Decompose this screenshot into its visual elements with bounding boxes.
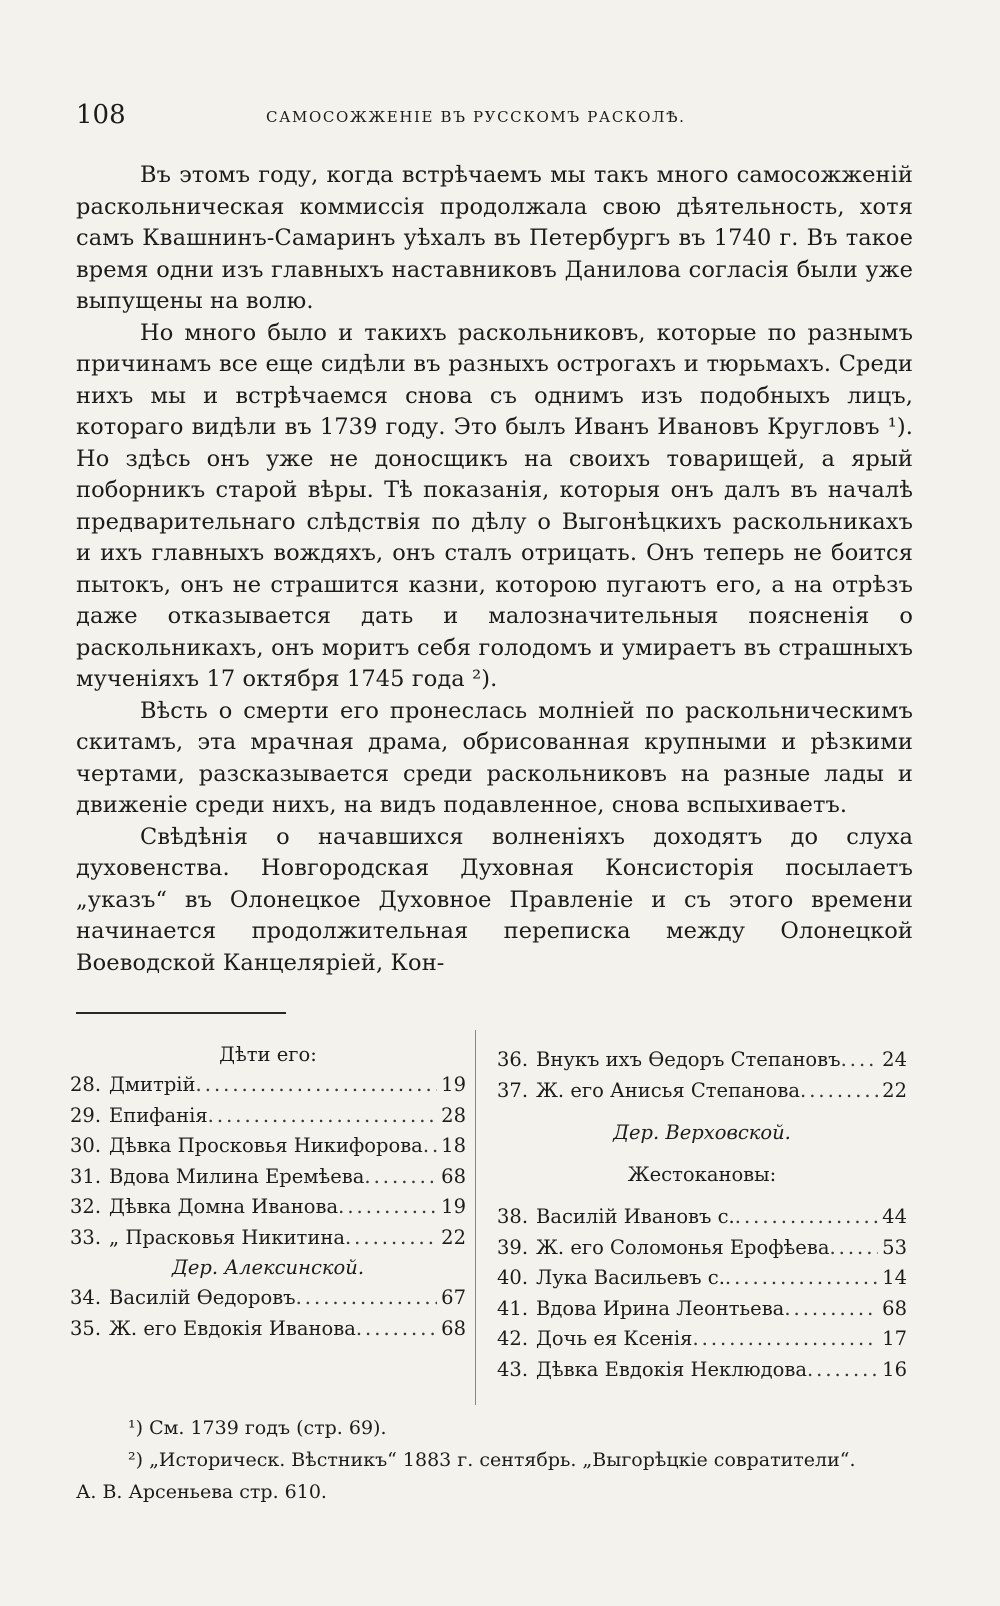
list-entry: 28. Дмитрій ..... 19 bbox=[70, 1070, 466, 1101]
running-title: САМОСОЖЖЕНІЕ ВЪ РУССКОМЪ РАСКОЛѢ. bbox=[266, 108, 686, 126]
list-entry: 42. Дочь ея Ксенія ..... 17 bbox=[497, 1324, 907, 1355]
village-heading: Дер. Алексинской. bbox=[171, 1256, 365, 1279]
page-number: 108 bbox=[76, 100, 126, 130]
footnote: ¹) См. 1739 годъ (стр. 69). bbox=[128, 1417, 387, 1439]
village-heading: Дер. Верховской. bbox=[613, 1121, 791, 1144]
body-text bbox=[76, 160, 913, 979]
footnote: ²) „Историческ. Вѣстникъ“ 1883 г. сентябрь. „Выгорѣцкіе совратители“. bbox=[128, 1449, 856, 1471]
list-entry: 29. Епифанія ..... 28 bbox=[70, 1101, 466, 1132]
list-left-column bbox=[70, 1040, 466, 1344]
paragraph: Въ этомъ году, когда встрѣчаемъ мы такъ много самосожженій раскольническая коммиссія продолжала свою дѣятельность, хотя самъ Квашнинъ-Самаринъ уѣхалъ въ Петербургъ въ 1740 г. Въ такое время одни изъ главныхъ наставниковъ Данилова согласія были уже выпущены на волю. bbox=[76, 162, 913, 314]
list-entry: 34. Василій Ѳедоровъ ..... 67 bbox=[70, 1283, 466, 1314]
page-header bbox=[76, 100, 916, 130]
list-entry: 31. Вдова Милина Еремѣева ..... 68 bbox=[70, 1162, 466, 1193]
list-entry: 30. Дѣвка Просковья Никифорова ..... 18 bbox=[70, 1131, 466, 1162]
list-entry: 40. Лука Васильевъ с. ..... 14 bbox=[497, 1263, 907, 1294]
footnote-continuation: А. В. Арсеньева стр. 610. bbox=[76, 1481, 327, 1503]
column-divider bbox=[475, 1030, 476, 1405]
footnotes bbox=[76, 1412, 916, 1508]
list-entry: 33. „ Прасковья Никитина ..... 22 bbox=[70, 1223, 466, 1254]
list-right-column bbox=[497, 1045, 907, 1385]
list-entry: 35. Ж. его Евдокія Иванова ..... 68 bbox=[70, 1314, 466, 1345]
list-entry: 36. Внукъ ихъ Ѳедоръ Степановъ ..... 24 bbox=[497, 1045, 907, 1076]
list-entry: 41. Вдова Ирина Леонтьева ..... 68 bbox=[497, 1294, 907, 1325]
paragraph: Но много было и такихъ раскольниковъ, которые по разнымъ причинамъ все еще сидѣли въ разныхъ острогахъ и тюрьмахъ. Среди нихъ мы и встрѣчаемся снова съ однимъ изъ подобныхъ лицъ, котораго видѣли въ 1739 году. Это былъ Иванъ Ивановъ Кругловъ ¹). Но здѣсь онъ уже не доносщикъ на своихъ товарищей, а ярый поборникъ старой вѣры. Тѣ показанія, которыя онъ далъ въ началѣ предварительнаго слѣдствія по дѣлу о Выгонѣцкихъ раскольникахъ и ихъ главныхъ вождяхъ, онъ сталъ отрицать. Онъ теперь не боится пытокъ, онъ не страшится казни, которою пугаютъ его, а на отрѣзъ даже отказывается дать и малозначительныя поясненія о раскольникахъ, онъ моритъ себя голодомъ и умираетъ въ страшныхъ мученіяхъ 17 октября 1745 года ²). bbox=[76, 319, 913, 692]
paragraph: Вѣсть о смерти его пронеслась молніей по раскольническимъ скитамъ, эта мрачная драма, обрисованная крупными и рѣзкими чертами, разсказывается среди раскольниковъ на разные лады и движеніе среди нихъ, на видъ подавленное, снова вспыхиваетъ. bbox=[76, 697, 913, 818]
list-heading: Дѣти его: bbox=[219, 1043, 317, 1066]
paragraph: Свѣдѣнія о начавшихся волненіяхъ доходятъ до слуха духовенства. Новгородская Духовная Консисторія посылаетъ „указъ“ въ Олонецкое Духовное Правленіе и съ этого времени начинается продолжительная переписка между Олонецкой Воеводской Канцеляріей, Кон- bbox=[76, 823, 913, 976]
list-entry: 38. Василій Ивановъ с. ..... 44 bbox=[497, 1202, 907, 1233]
family-heading: Жестокановы: bbox=[627, 1163, 777, 1186]
list-entry: 43. Дѣвка Евдокія Неклюдова ..... 16 bbox=[497, 1355, 907, 1386]
list-entry: 32. Дѣвка Домна Иванова ..... 19 bbox=[70, 1192, 466, 1223]
list-entry: 39. Ж. его Соломонья Ерофѣева ..... 53 bbox=[497, 1233, 907, 1264]
list-entry: 37. Ж. его Анисья Степанова ..... 22 bbox=[497, 1076, 907, 1107]
footnote-rule bbox=[76, 1012, 286, 1014]
